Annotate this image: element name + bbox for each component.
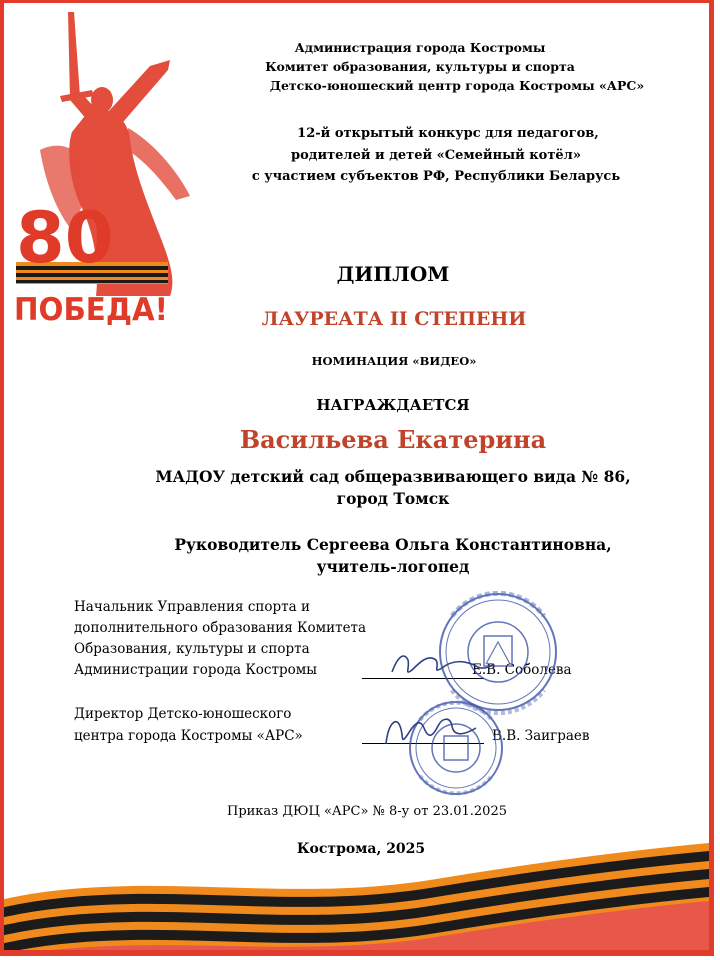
order-reference: Приказ ДЮЦ «АРС» № 8-у от 23.01.2025 <box>226 804 507 819</box>
stamp-icon <box>410 702 502 794</box>
signer-1-title-line-1: Начальник Управления спорта и <box>74 599 310 615</box>
place-year: Кострома, 2025 <box>296 841 426 857</box>
handwritten-signature-2 <box>386 719 476 744</box>
org-line-2: Комитет образования, культуры и спорта <box>265 59 575 74</box>
signer-1-title-line-4: Администрации города Костромы <box>74 662 317 678</box>
signer-2-title-line-2: центра города Костромы «АРС» <box>74 728 303 744</box>
signer-1-title-line-2: дополнительного образования Комитета <box>74 620 367 636</box>
awarded-label: НАГРАЖДАЕТСЯ <box>316 396 470 414</box>
org-line-3: Детско-юношеский центр города Костромы «АРС» <box>269 78 645 93</box>
diploma-title: ДИПЛОМ <box>336 262 450 286</box>
stamp-icon <box>440 593 556 712</box>
institution-line-2: город Томск <box>336 489 450 508</box>
signer-2-title-line-1: Директор Детско-юношеского <box>74 706 292 722</box>
emblem-number: 80 <box>16 197 114 279</box>
supervisor-line-2: учитель-логопед <box>316 557 470 576</box>
diploma-degree: ЛАУРЕАТА II СТЕПЕНИ <box>261 308 527 330</box>
contest-line-3: с участием субъектов РФ, Республики Беларусь <box>251 169 621 184</box>
signer-1-name: Е.В. Соболева <box>472 662 572 678</box>
org-line-1: Администрация города Костромы <box>294 40 546 55</box>
signer-1-title-line-3: Образования, культуры и спорта <box>74 641 310 657</box>
supervisor-line-1: Руководитель Сергеева Ольга Константиновна, <box>174 535 612 554</box>
emblem-word: ПОБЕДА! <box>14 292 168 328</box>
recipient-name: Васильева Екатерина <box>239 425 547 454</box>
institution-line-1: МАДОУ детский сад общеразвивающего вида № 86, <box>155 467 631 486</box>
contest-line-1: 12-й открытый конкурс для педагогов, <box>297 126 599 141</box>
signer-2-name: В.В. Заиграев <box>492 728 590 744</box>
contest-line-2: родителей и детей «Семейный котёл» <box>291 148 581 163</box>
nomination: НОМИНАЦИЯ «ВИДЕО» <box>311 354 477 368</box>
